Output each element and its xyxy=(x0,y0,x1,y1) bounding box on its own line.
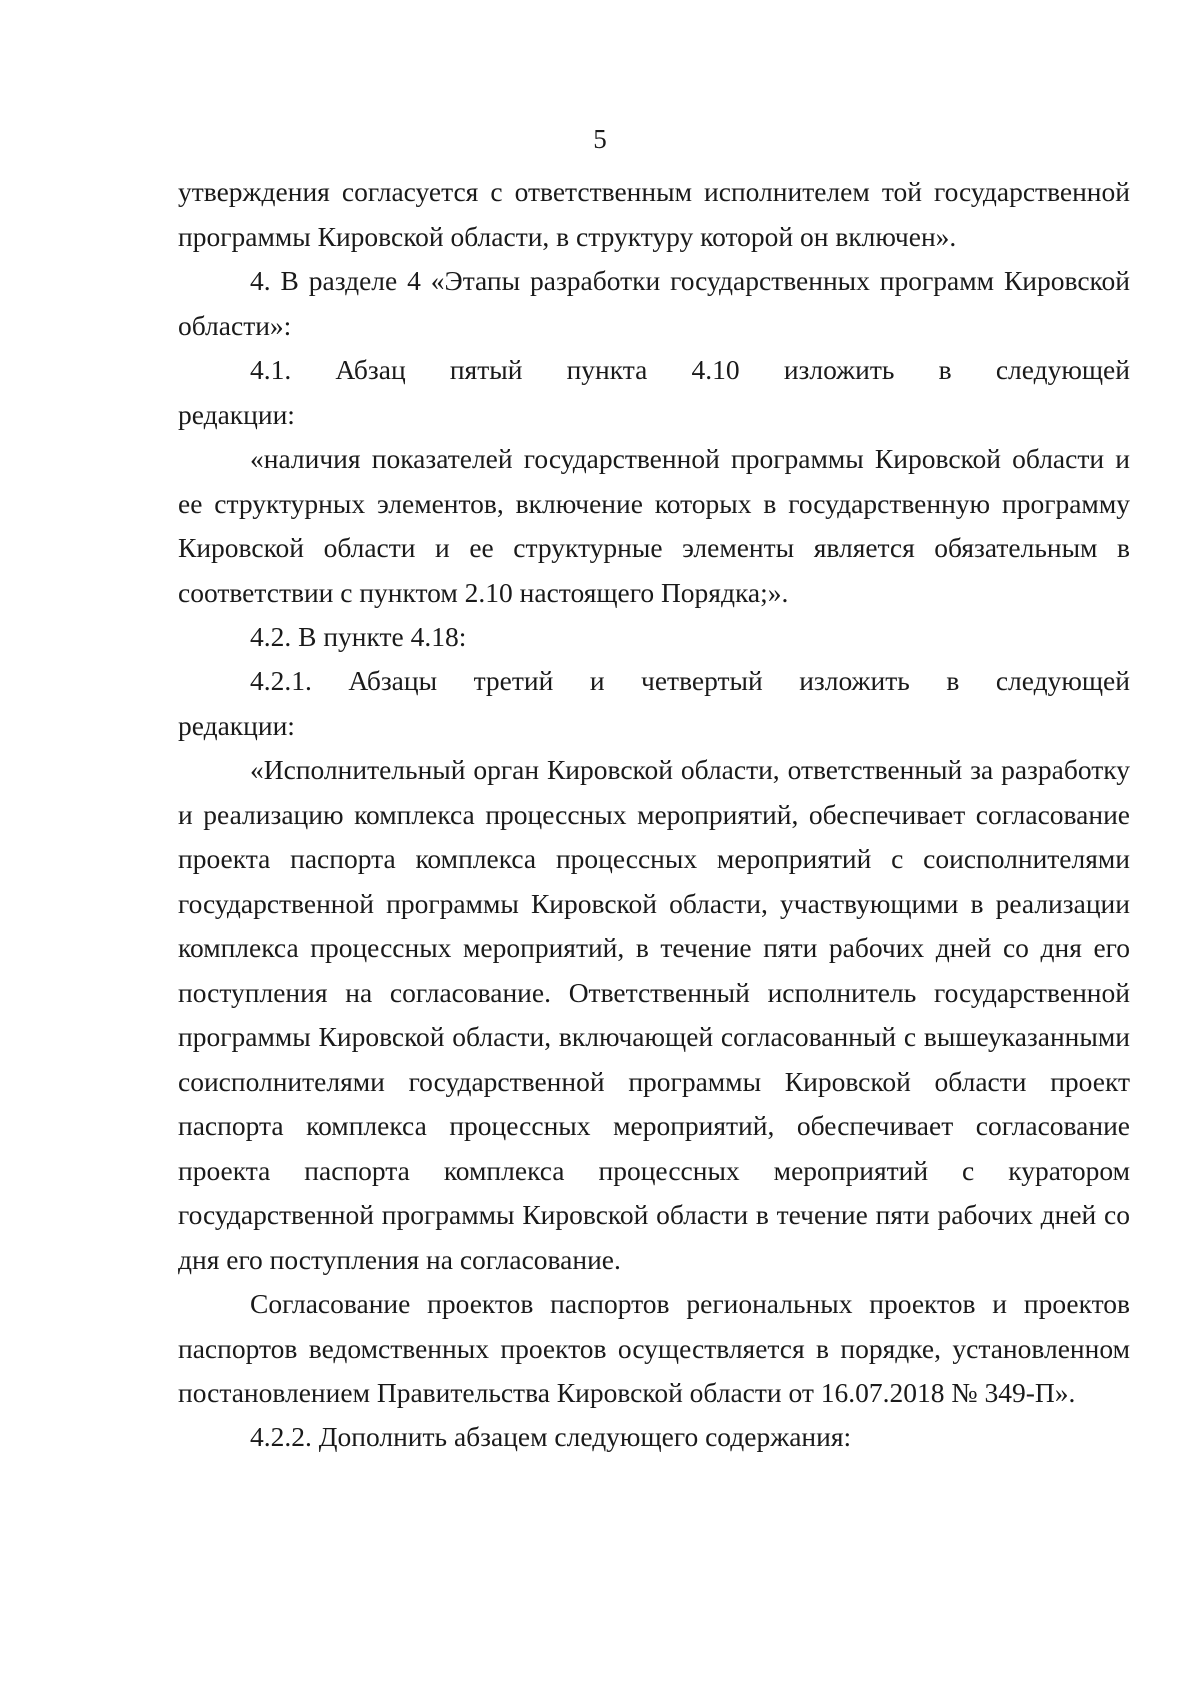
paragraph-quote-indicators: «наличия показателей государственной программы Кировской области и ее структурных элементов, включение которых в государственную программу Кировской области и ее структурные элементы является обязательным в соответствии с пунктом 2.10 настоящего Порядка;». xyxy=(178,443,1130,608)
paragraph-quote-executive-body: «Исполнительный орган Кировской области, ответственный за разработку и реализацию комплекса процессных мероприятий, обеспечивает согласование проекта паспорта комплекса процессных мероприятий с соисполнителями государственной программы Кировской области, участвующими в реализации комплекса процессных мероприятий, в течение пяти рабочих дней со дня его поступления на согласование. Ответственный исполнитель государственной программы Кировской области, включающей согласованный с вышеуказанными соисполнителями государственной программы Кировской области проект паспорта комплекса процессных мероприятий, обеспечивает согласование проекта паспорта комплекса процессных мероприятий с куратором государственной программы Кировской области в течение пяти рабочих дней со дня его поступления на согласование. xyxy=(178,754,1130,1275)
item-4-2-1-word: четвертый xyxy=(641,665,763,696)
item-4-2-1-word: и xyxy=(589,665,605,696)
item-4-1-word: Абзац xyxy=(335,354,406,385)
paragraph-item-4-2-1 xyxy=(178,659,1130,748)
item-4-2-1-word: Абзацы xyxy=(348,665,438,696)
item-4-2-1-word: следующей xyxy=(995,665,1130,696)
paragraph-continuation: утверждения согласуется с ответственным исполнителем той государственной программы Кировской области, в структуру которой он включен». xyxy=(178,176,1130,252)
item-4-2-1-word: 4.2.1. xyxy=(250,665,312,696)
item-4-1-word: пункта xyxy=(566,354,648,385)
paragraph-approval-projects: Согласование проектов паспортов региональных проектов и проектов паспортов ведомственных проектов осуществляется в порядке, установленном постановлением Правительства Кировской области от 16.07.2018 № 349-П». xyxy=(178,1288,1130,1408)
item-4-1-word: в xyxy=(938,354,952,385)
item-4-2-1-word: третий xyxy=(473,665,554,696)
item-4-1-word: 4.10 xyxy=(691,354,740,385)
item-4-1-word: пятый xyxy=(449,354,523,385)
item-4-2-1-first-line xyxy=(178,659,1130,704)
item-4-2-1-word: изложить xyxy=(799,665,910,696)
item-4-1-word: изложить xyxy=(783,354,895,385)
item-4-1-word: 4.1. xyxy=(250,354,292,385)
item-4-1-first-line xyxy=(178,348,1130,393)
item-4-2-1-continuation: редакции: xyxy=(178,709,295,741)
paragraph-item-4: 4. В разделе 4 «Этапы разработки государственных программ Кировской области»: xyxy=(178,265,1130,341)
item-4-1-word: следующей xyxy=(995,354,1130,385)
item-4-1-continuation: редакции: xyxy=(178,398,295,430)
paragraph-item-4-2: 4.2. В пункте 4.18: xyxy=(250,621,467,652)
item-4-2-1-word: в xyxy=(946,665,960,696)
paragraph-item-4-1 xyxy=(178,348,1130,437)
paragraph-item-4-2-2: 4.2.2. Дополнить абзацем следующего содержания: xyxy=(250,1421,852,1452)
page-number: 5 xyxy=(593,124,607,154)
